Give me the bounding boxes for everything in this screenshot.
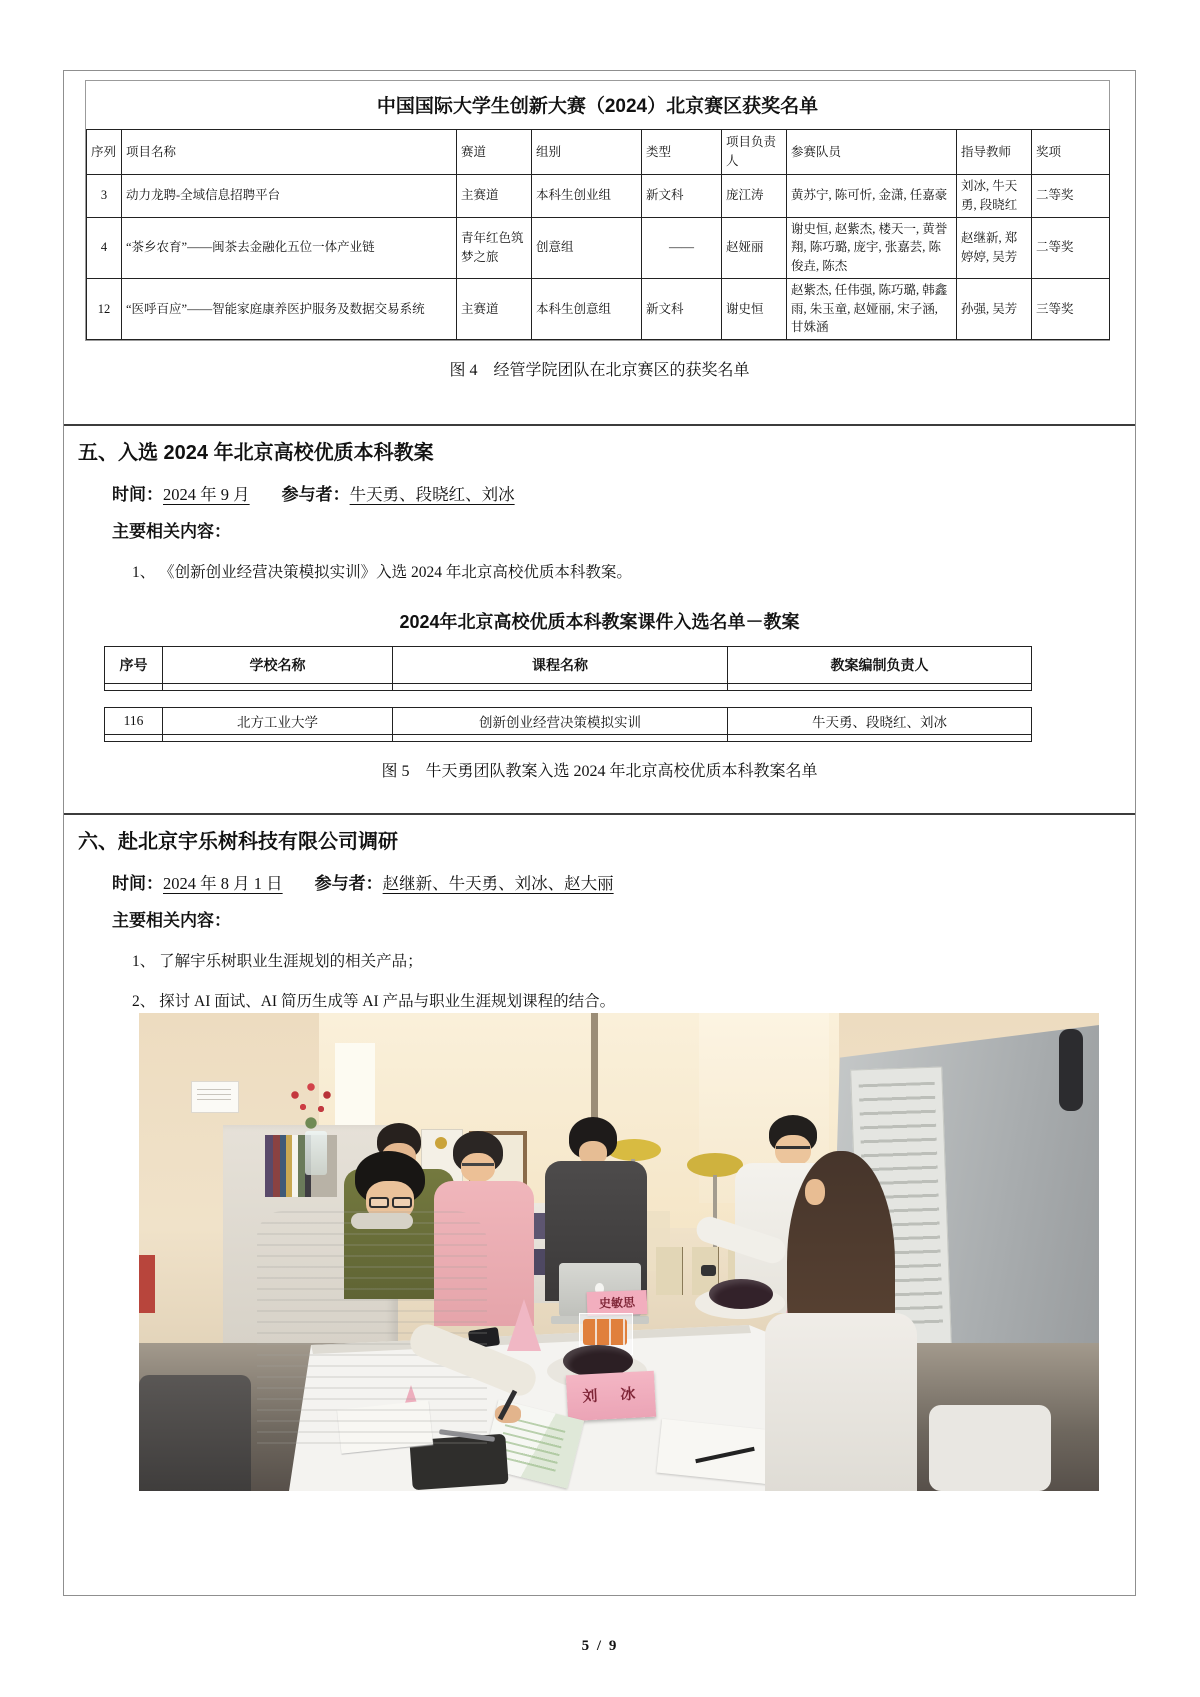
cell-leader: 谢史恒 [722, 278, 787, 339]
person-leftman-glasses [369, 1197, 389, 1208]
list-item: 1、 了解宇乐树职业生涯规划的相关产品； [132, 953, 423, 970]
cell-type: 新文科 [642, 175, 722, 218]
col-group: 组别 [532, 130, 642, 175]
awards-table-title: 中国国际大学生创新大赛（2024）北京赛区获奖名单 [376, 96, 819, 117]
cell-award: 三等奖 [1032, 278, 1110, 339]
cropped-row [105, 735, 1032, 742]
cell-track: 主赛道 [457, 175, 532, 218]
content-label: 主要相关内容： [112, 522, 231, 541]
content-frame [63, 70, 1136, 1596]
person-rightwoman-body [765, 1313, 917, 1491]
cell-leader: 庞江涛 [722, 175, 787, 218]
section-five-meta [112, 480, 1135, 505]
table-row [87, 278, 1110, 339]
cell-members: 谢史恒, 赵紫杰, 楼天一, 黄誉翔, 陈巧璐, 庞宇, 张嘉芸, 陈俊垚, 陈杰 [787, 217, 957, 278]
time-value: 2024 年 9 月 [163, 485, 250, 504]
time-label: 时间： [112, 485, 163, 504]
cell-award: 二等奖 [1032, 217, 1110, 278]
col-project: 项目名称 [122, 130, 457, 175]
cell-track: 青年红色筑梦之旅 [457, 217, 532, 278]
col-course: 课程名称 [393, 647, 728, 684]
person-rightwoman-face [805, 1179, 825, 1205]
cell-teachers: 孙强, 吴芳 [957, 278, 1032, 339]
cell-school: 北方工业大学 [163, 708, 393, 735]
person-leftman-glasses [392, 1197, 412, 1208]
person-leftman-collar [351, 1213, 413, 1229]
col-seq: 序列 [87, 130, 122, 175]
list-item: 1、 《创新创业经营决策模拟实训》入选 2024 年北京高校优质本科教案。 [132, 564, 632, 581]
section-awards-table [64, 71, 1135, 424]
col-owner: 教案编制负责人 [728, 647, 1032, 684]
cell-project: “茶乡农育”——闽茶去金融化五位一体产业链 [122, 217, 457, 278]
cell-track: 主赛道 [457, 278, 532, 339]
col-school: 学校名称 [163, 647, 393, 684]
content-label: 主要相关内容： [112, 911, 231, 930]
col-leader: 项目负责人 [722, 130, 787, 175]
cell-seq: 3 [87, 175, 122, 218]
col-type: 类型 [642, 130, 722, 175]
cell-owner: 牛天勇、段晓红、刘冰 [728, 708, 1032, 735]
cell-members: 赵紫杰, 任伟强, 陈巧璐, 韩鑫雨, 朱玉童, 赵娅丽, 宋子涵, 甘姝涵 [787, 278, 957, 339]
participants-value: 赵继新、牛天勇、刘冰、赵大丽 [382, 874, 614, 893]
cropped-row [105, 684, 1032, 691]
namecard-shi-text: 史敏思 [598, 1295, 636, 1311]
awards-table-image [85, 80, 1110, 341]
cell-course: 创新创业经营决策模拟实训 [393, 708, 728, 735]
col-teachers: 指导教师 [957, 130, 1032, 175]
col-seq: 序号 [105, 647, 163, 684]
col-members: 参赛队员 [787, 130, 957, 175]
section-six-heading: 六、赴北京宇乐树科技有限公司调研 [78, 831, 398, 853]
white-chair [929, 1405, 1051, 1491]
time-label: 时间： [112, 874, 163, 893]
participants-value: 牛天勇、段晓红、刘冰 [349, 485, 515, 504]
awards-table [86, 129, 1110, 340]
col-award: 奖项 [1032, 130, 1110, 175]
research-meeting-photo [139, 1013, 1099, 1491]
cell-seq: 116 [105, 708, 163, 735]
cell-award: 二等奖 [1032, 175, 1110, 218]
cake-slices [583, 1319, 627, 1345]
cell-type: 新文科 [642, 278, 722, 339]
col-track: 赛道 [457, 130, 532, 175]
cell-group: 创意组 [532, 217, 642, 278]
time-value: 2024 年 8 月 1 日 [163, 874, 283, 893]
berries [709, 1279, 773, 1309]
cell-leader: 赵娅丽 [722, 217, 787, 278]
lesson-table-header-row [105, 647, 1032, 684]
cell-seq: 12 [87, 278, 122, 339]
namecard-liu [566, 1371, 656, 1422]
page-number: 5 / 9 [581, 1638, 619, 1654]
participants-label: 参与者： [281, 485, 350, 504]
figure5-caption: 图 5 牛天勇团队教案入选 2024 年北京高校优质本科教案名单 [381, 763, 818, 780]
lesson-table-header-fragment [104, 646, 1032, 691]
cell-project: “医呼百应”——智能家庭康养医护服务及数据交易系统 [122, 278, 457, 339]
cell-teachers: 刘冰, 牛天勇, 段晓红 [957, 175, 1032, 218]
cell-group: 本科生创业组 [532, 175, 642, 218]
cell-members: 黄苏宁, 陈可忻, 金潇, 任嘉豪 [787, 175, 957, 218]
awards-table-header-row [87, 130, 1110, 175]
section-six [64, 813, 1135, 1595]
person-leftman-torso [257, 1211, 487, 1451]
cell-seq: 4 [87, 217, 122, 278]
cell-project: 动力龙聘-全域信息招聘平台 [122, 175, 457, 218]
lesson-table-title: 2024年北京高校优质本科教案课件入选名单－教案 [399, 612, 800, 632]
namecard-liu-text: 刘 冰 [582, 1385, 640, 1406]
cell-teachers: 赵继新, 郑婷婷, 吴芳 [957, 217, 1032, 278]
cell-group: 本科生创意组 [532, 278, 642, 339]
table-row [87, 217, 1110, 278]
table-row [87, 175, 1110, 218]
section-six-meta [112, 869, 1135, 894]
participants-label: 参与者： [314, 874, 383, 893]
list-item: 2、 探讨 AI 面试、AI 简历生成等 AI 产品与职业生涯规划课程的结合。 [132, 993, 616, 1010]
figure4-caption: 图 4 经管学院团队在北京赛区的获奖名单 [449, 362, 750, 379]
section-five [64, 424, 1135, 813]
lesson-table-data-fragment [104, 707, 1032, 742]
section-five-heading: 五、入选 2024 年北京高校优质本科教案 [78, 442, 434, 464]
table-row [105, 708, 1032, 735]
cell-type: —— [642, 217, 722, 278]
